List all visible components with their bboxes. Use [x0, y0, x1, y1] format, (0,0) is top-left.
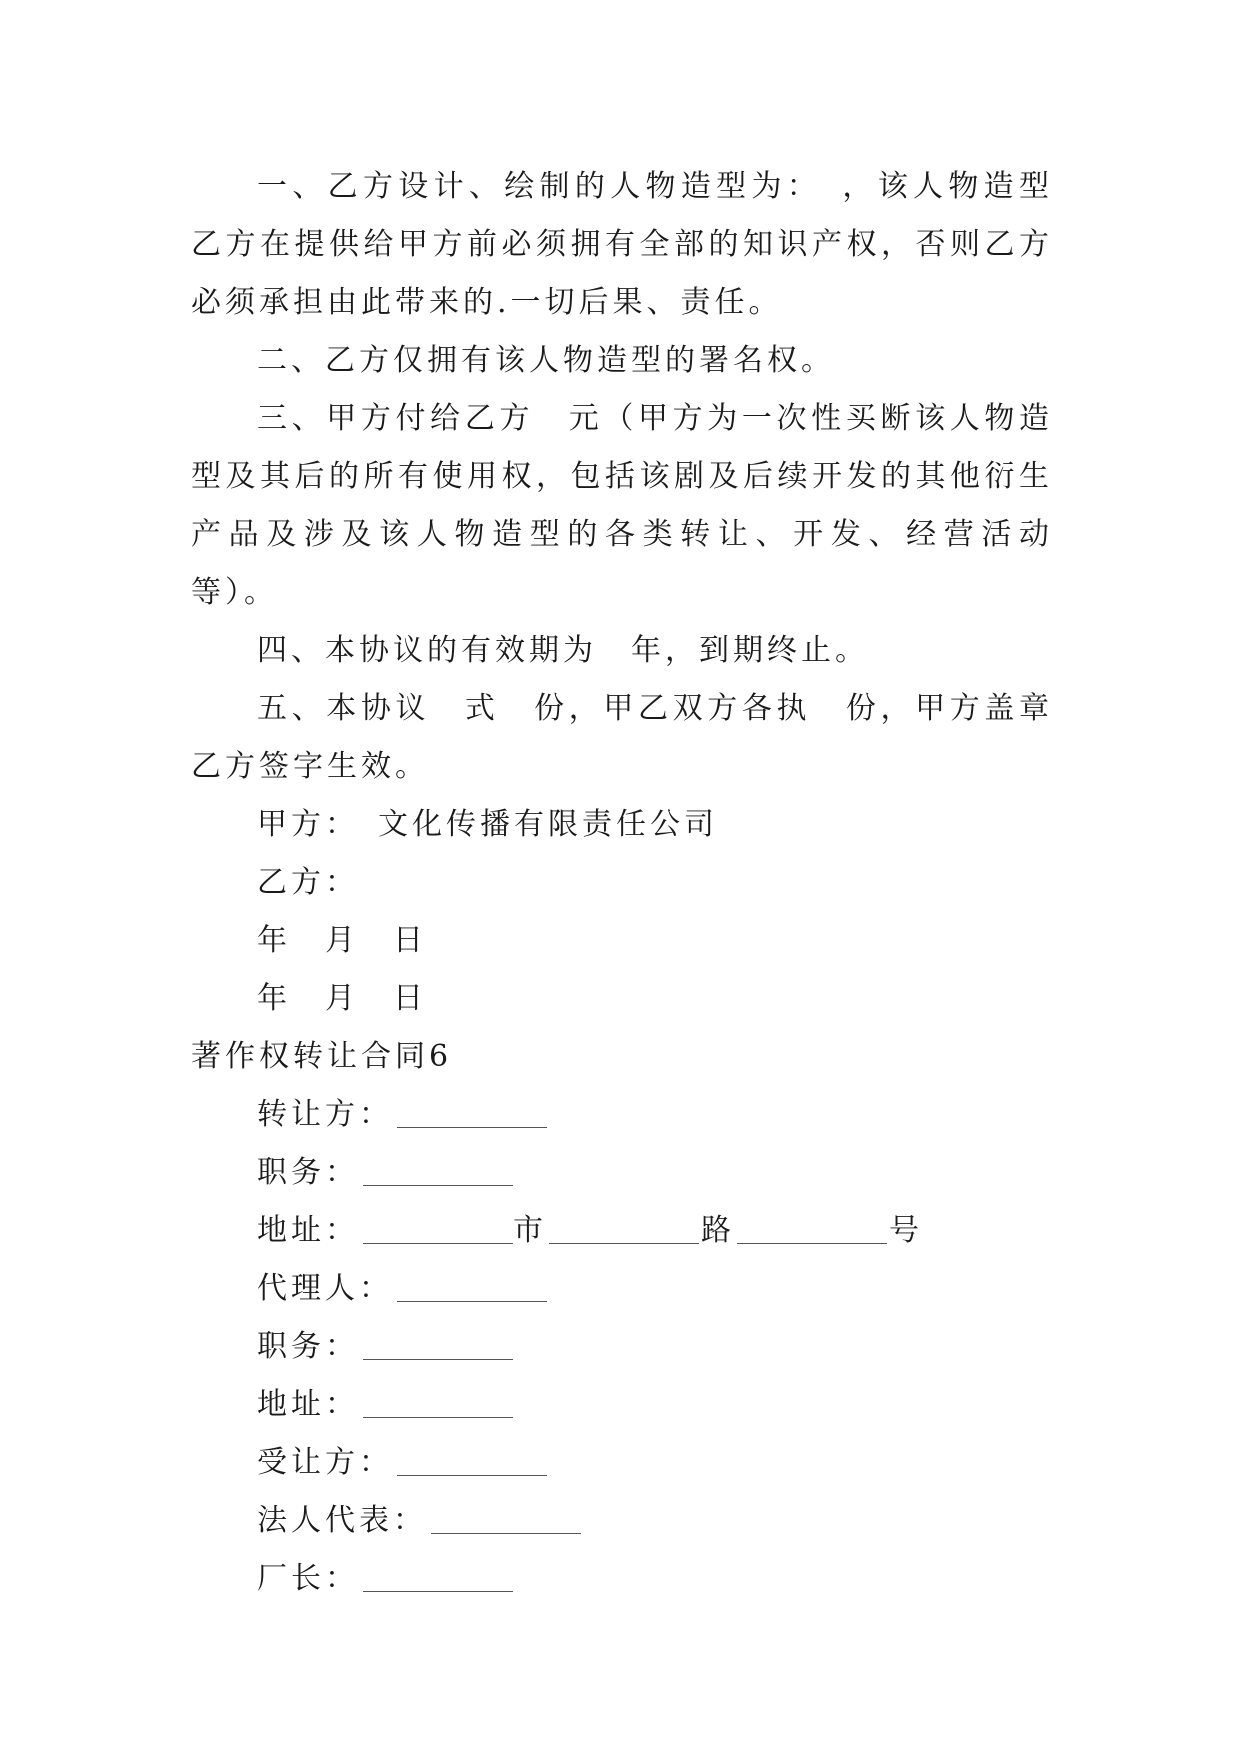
date-line-2: 年 月 日	[257, 981, 427, 1016]
transferor-blank	[397, 1091, 547, 1128]
factory-director-row	[191, 1550, 1053, 1608]
transferee-label: 受让方：	[257, 1445, 393, 1480]
address-label-1: 地址：	[257, 1213, 359, 1248]
transferee-row	[191, 1434, 1053, 1492]
document-body	[191, 158, 1053, 1608]
position-label-2: 职务：	[257, 1329, 359, 1364]
clause-1: 一、乙方设计、绘制的人物造型为： ，该人物造型乙方在提供给甲方前必须拥有全部的知识产权，否则乙方必须承担由此带来的.一切后果、责任。	[191, 169, 1053, 320]
position-label-1: 职务：	[257, 1155, 359, 1190]
clause-3: 三、甲方付给乙方 元（甲方为一次性买断该人物造型及其后的所有使用权，包括该剧及后续开发的其他衍生产品及涉及该人物造型的各类转让、开发、经营活动等）。	[191, 401, 1053, 610]
address-blank-2	[363, 1381, 513, 1418]
party-b-line: 乙方：	[257, 865, 359, 900]
address-row-1	[191, 1202, 1053, 1260]
clause-4: 四、本协议的有效期为 年，到期终止。	[257, 633, 869, 668]
transferee-blank	[397, 1439, 547, 1476]
factory-director-label: 厂长：	[257, 1561, 359, 1596]
position-row-1	[191, 1144, 1053, 1202]
number-blank	[737, 1207, 887, 1244]
legal-rep-blank	[431, 1497, 581, 1534]
legal-rep-label: 法人代表：	[257, 1503, 427, 1538]
contract-title: 著作权转让合同6	[191, 1039, 453, 1074]
city-label: 市	[513, 1213, 547, 1248]
position-blank-2	[363, 1323, 513, 1360]
party-a-line: 甲方： 文化传播有限责任公司	[257, 807, 718, 842]
factory-director-blank	[363, 1555, 513, 1592]
agent-label: 代理人：	[257, 1271, 393, 1306]
clause-5: 五、本协议 式 份，甲乙双方各执 份，甲方盖章乙方签字生效。	[191, 691, 1053, 784]
position-row-2	[191, 1318, 1053, 1376]
road-blank	[549, 1207, 699, 1244]
agent-row	[191, 1260, 1053, 1318]
transferor-label: 转让方：	[257, 1097, 393, 1132]
road-label: 路	[701, 1213, 735, 1248]
transferor-row	[191, 1086, 1053, 1144]
address-label-2: 地址：	[257, 1387, 359, 1422]
clause-2: 二、乙方仅拥有该人物造型的署名权。	[257, 343, 835, 378]
date-line-1: 年 月 日	[257, 923, 427, 958]
number-label: 号	[889, 1213, 923, 1248]
position-blank-1	[363, 1149, 513, 1186]
city-blank	[363, 1207, 513, 1244]
address-row-2	[191, 1376, 1053, 1434]
legal-rep-row	[191, 1492, 1053, 1550]
agent-blank	[397, 1265, 547, 1302]
